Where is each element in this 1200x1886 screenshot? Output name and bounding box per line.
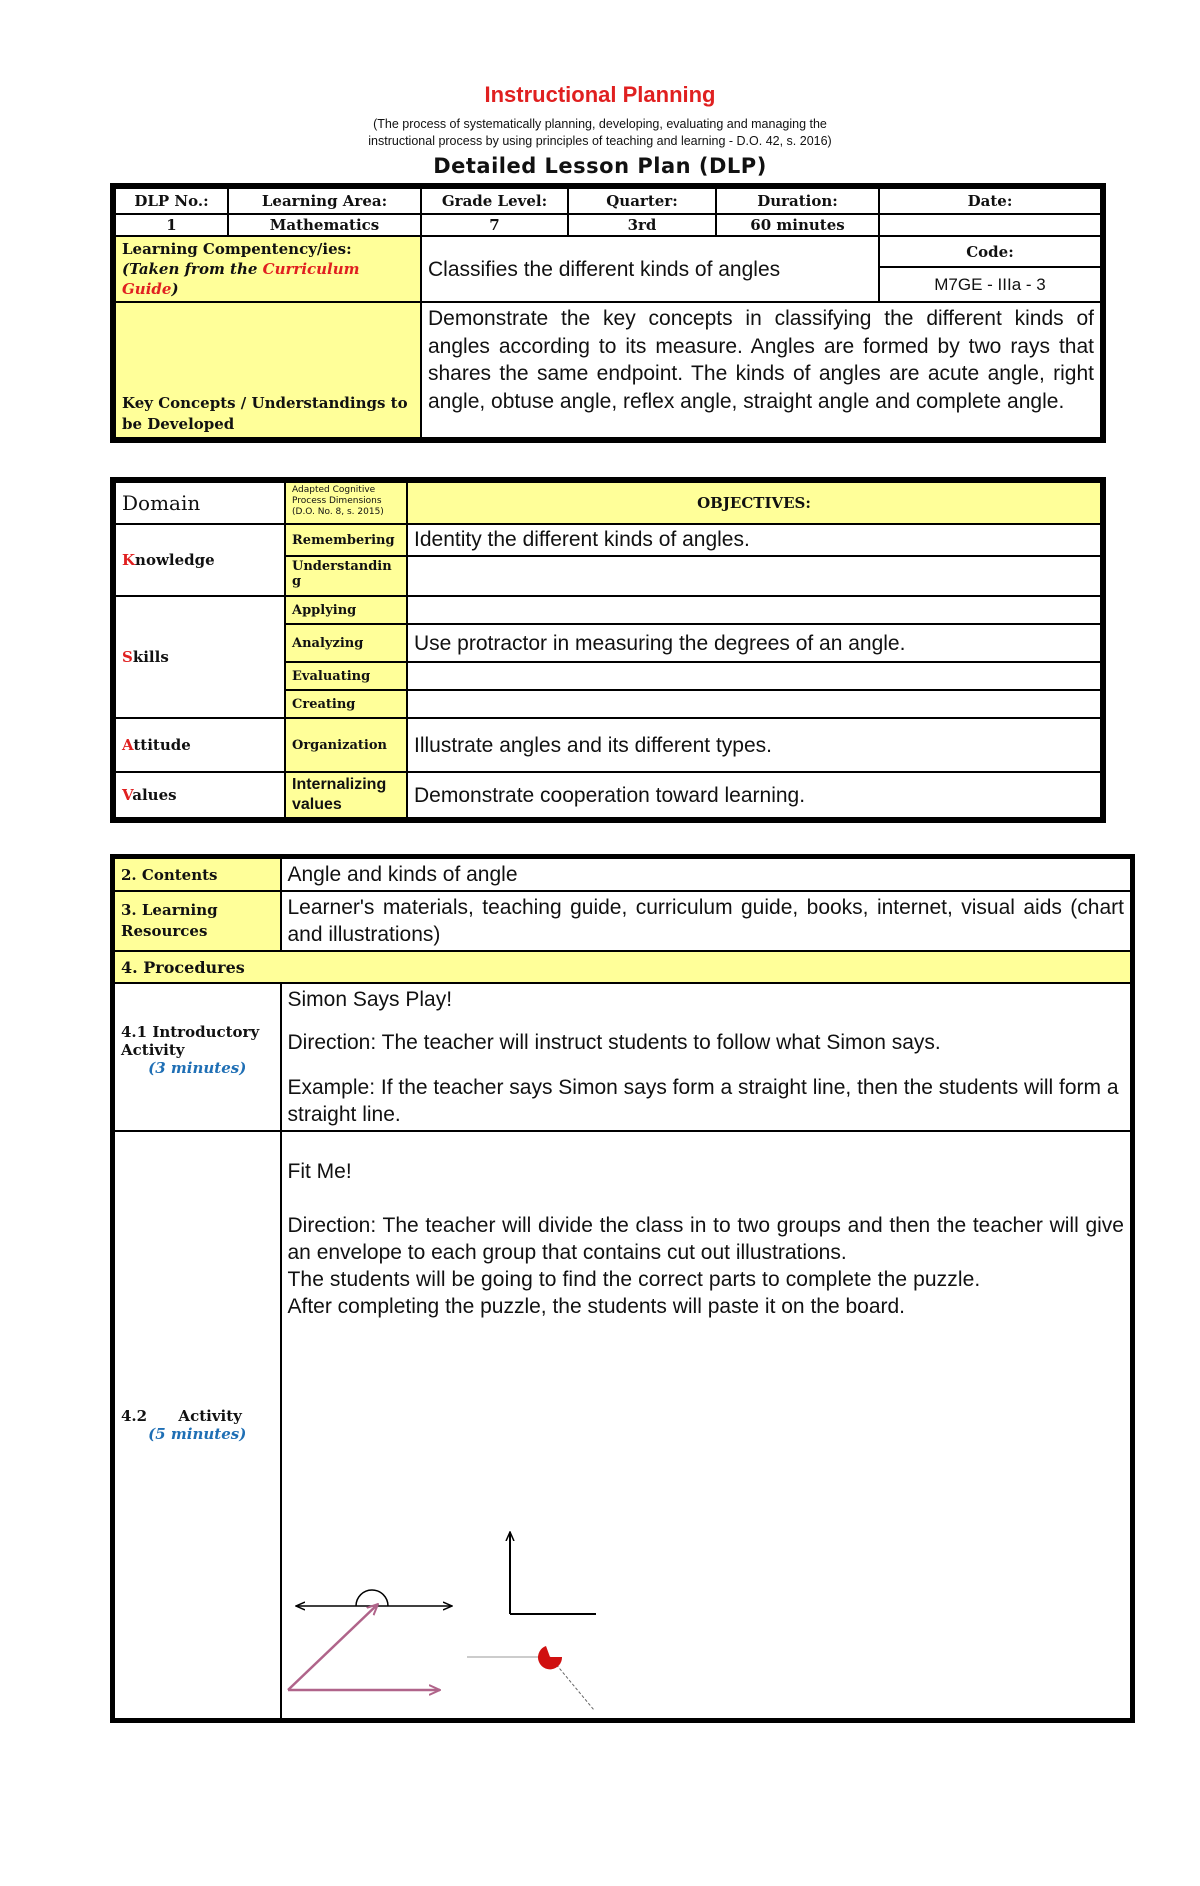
objective-organization: Illustrate angles and its different types. xyxy=(407,718,1103,772)
reflex-angle-icon xyxy=(467,1646,594,1710)
dlp-no-label: DLP No.: xyxy=(113,186,228,214)
domain-values: Values xyxy=(113,772,285,820)
intro-activity-content xyxy=(281,983,1133,1131)
learning-area-label: Learning Area: xyxy=(228,186,421,214)
intro-example: Example: If the teacher says Simon says form a straight line, then the students will form a straight line. xyxy=(287,1076,1119,1126)
activity-line-3: After completing the puzzle, the students will paste it on the board. xyxy=(287,1295,906,1318)
document-title: Instructional Planning xyxy=(484,82,716,107)
intro-activity-label: 4.1 Introductory Activity xyxy=(121,1023,260,1059)
dlp-title: Detailed Lesson Plan (DLP) xyxy=(433,154,767,178)
competency-note: (Taken from the Curriculum Guide) xyxy=(122,260,360,298)
intro-activity-time: (3 minutes) xyxy=(148,1059,247,1077)
activity-time: (5 minutes) xyxy=(148,1424,247,1443)
objective-creating xyxy=(407,690,1103,718)
learning-area-value: Mathematics xyxy=(228,214,421,236)
activity-title: Fit Me! xyxy=(287,1160,352,1183)
level-creating: Creating xyxy=(285,690,407,718)
angle-illustrations xyxy=(282,1372,1133,1717)
objective-evaluating xyxy=(407,662,1103,690)
objective-understanding xyxy=(407,556,1103,596)
activity-label: 4.2 Activity xyxy=(121,1406,242,1425)
contents-value: Angle and kinds of angle xyxy=(281,857,1133,892)
subtitle-line-1: (The process of systematically planning, developing, evaluating and managing the xyxy=(373,117,827,131)
right-angle-icon xyxy=(510,1532,596,1614)
adapted-dimensions-header: Adapted Cognitive Process Dimensions (D.O. No. 8, s. 2015) xyxy=(285,480,407,524)
competency-label: Learning Compentency/ies: xyxy=(122,240,352,258)
level-organization: Organization xyxy=(285,718,407,772)
objective-analyzing: Use protractor in measuring the degrees of an angle. xyxy=(407,624,1103,662)
grade-level-value: 7 xyxy=(421,214,568,236)
objective-applying xyxy=(407,596,1103,624)
objective-remembering: Identity the different kinds of angles. xyxy=(407,524,1103,556)
key-concepts-label: Key Concepts / Understandings to be Developed xyxy=(113,302,421,440)
intro-title: Simon Says Play! xyxy=(287,988,453,1011)
quarter-label: Quarter: xyxy=(568,186,716,214)
acute-angle-icon xyxy=(288,1604,440,1690)
dlp-no-value: 1 xyxy=(113,214,228,236)
code-label: Code: xyxy=(879,236,1103,267)
contents-label: 2. Contents xyxy=(113,857,281,892)
resources-value: Learner's materials, teaching guide, curriculum guide, books, internet, visual aids (chart and illustrations) xyxy=(281,891,1133,951)
subtitle-line-2: instructional process by using principles of teaching and learning - D.O. 42, s. 2016) xyxy=(368,134,832,148)
domain-attitude: Attitude xyxy=(113,718,285,772)
activity-line-2: The students will be going to find the correct parts to complete the puzzle. xyxy=(287,1268,981,1291)
objective-internalizing: Demonstrate cooperation toward learning. xyxy=(407,772,1103,820)
competency-value: Classifies the different kinds of angles xyxy=(421,236,879,302)
resources-label: 3. Learning Resources xyxy=(113,891,281,951)
quarter-value: 3rd xyxy=(568,214,716,236)
level-internalizing: Internalizing values xyxy=(285,772,407,820)
lesson-table xyxy=(110,854,1135,1723)
procedures-label: 4. Procedures xyxy=(113,951,1133,983)
activity-direction: Direction: The teacher will divide the class in to two groups and then the teacher will give an envelope to each group that contains cut out illustrations. xyxy=(287,1214,1124,1264)
intro-activity-cell xyxy=(113,983,281,1131)
domain-header: Domain xyxy=(113,480,285,524)
domain-skills: Skills xyxy=(113,596,285,718)
duration-value: 60 minutes xyxy=(716,214,879,236)
duration-label: Duration: xyxy=(716,186,879,214)
intro-direction: Direction: The teacher will instruct students to follow what Simon says. xyxy=(287,1031,941,1054)
level-analyzing: Analyzing xyxy=(285,624,407,662)
key-concepts-value: Demonstrate the key concepts in classifying the different kinds of angles according to its measure. Angles are formed by two rays that shares the same endpoint. The kinds of angles are acute angle, right angle, obtuse angle, reflex angle, straight angle and complete angle. xyxy=(421,302,1103,440)
straight-angle-icon xyxy=(296,1590,452,1606)
activity-cell xyxy=(113,1131,281,1720)
level-evaluating: Evaluating xyxy=(285,662,407,690)
code-value: M7GE - IIIa - 3 xyxy=(879,267,1103,302)
date-label: Date: xyxy=(879,186,1103,214)
date-value xyxy=(879,214,1103,236)
objectives-table xyxy=(110,477,1106,823)
level-remembering: Remembering xyxy=(285,524,407,556)
info-table xyxy=(110,183,1106,443)
level-applying: Applying xyxy=(285,596,407,624)
competency-label-cell xyxy=(113,236,421,302)
domain-knowledge: Knowledge xyxy=(113,524,285,596)
activity-content xyxy=(281,1131,1133,1720)
grade-level-label: Grade Level: xyxy=(421,186,568,214)
objectives-header: OBJECTIVES: xyxy=(407,480,1103,524)
level-understanding: Understanding xyxy=(285,556,407,596)
